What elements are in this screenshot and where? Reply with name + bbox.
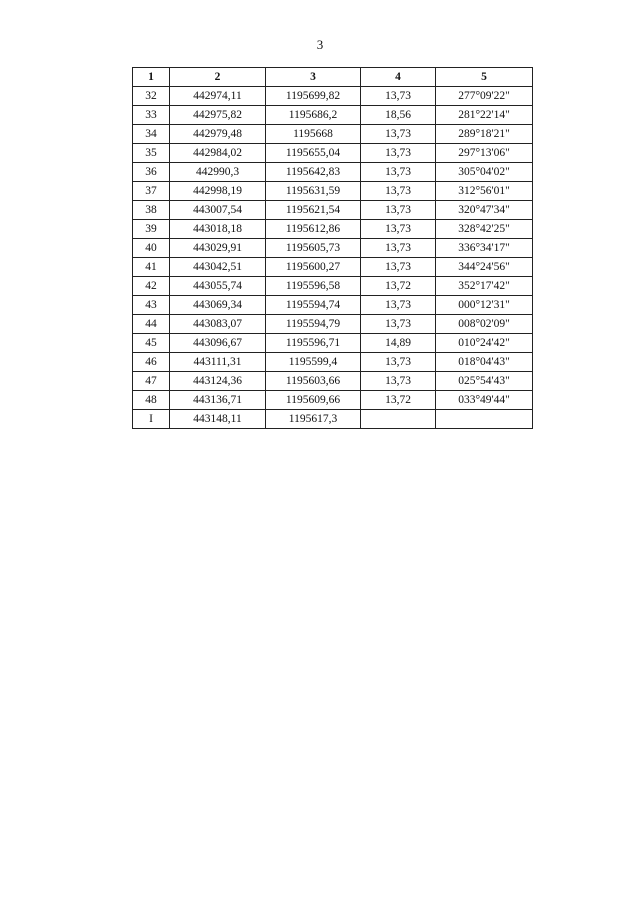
x-coordinate-cell: 443124,36 (170, 372, 266, 391)
point-number-cell: 40 (133, 239, 170, 258)
table-row (133, 353, 533, 372)
bearing-cell: 328°42'25" (436, 220, 533, 239)
y-coordinate-cell: 1195600,27 (266, 258, 361, 277)
y-coordinate-cell: 1195596,71 (266, 334, 361, 353)
bearing-cell: 281°22'14" (436, 106, 533, 125)
bearing-cell: 010°24'42" (436, 334, 533, 353)
table-row (133, 201, 533, 220)
x-coordinate-cell: 443029,91 (170, 239, 266, 258)
y-coordinate-cell: 1195642,83 (266, 163, 361, 182)
table-row (133, 258, 533, 277)
x-coordinate-cell: 442975,82 (170, 106, 266, 125)
point-number-cell: 35 (133, 144, 170, 163)
column-header: 3 (266, 68, 361, 87)
x-coordinate-cell: 443083,07 (170, 315, 266, 334)
bearing-cell: 018°04'43" (436, 353, 533, 372)
distance-cell (361, 410, 436, 429)
table-row (133, 296, 533, 315)
table-body (133, 87, 533, 429)
distance-cell: 13,73 (361, 315, 436, 334)
point-number-cell: 43 (133, 296, 170, 315)
point-number-cell: 36 (133, 163, 170, 182)
bearing-cell (436, 410, 533, 429)
x-coordinate-cell: 443055,74 (170, 277, 266, 296)
table-row (133, 87, 533, 106)
distance-cell: 13,73 (361, 353, 436, 372)
point-number-cell: 46 (133, 353, 170, 372)
bearing-cell: 297°13'06" (436, 144, 533, 163)
distance-cell: 18,56 (361, 106, 436, 125)
y-coordinate-cell: 1195699,82 (266, 87, 361, 106)
distance-cell: 13,72 (361, 391, 436, 410)
column-header: 4 (361, 68, 436, 87)
x-coordinate-cell: 442984,02 (170, 144, 266, 163)
y-coordinate-cell: 1195594,74 (266, 296, 361, 315)
x-coordinate-cell: 443069,34 (170, 296, 266, 315)
y-coordinate-cell: 1195596,58 (266, 277, 361, 296)
x-coordinate-cell: 443007,54 (170, 201, 266, 220)
point-number-cell: 37 (133, 182, 170, 201)
x-coordinate-cell: 443018,18 (170, 220, 266, 239)
table-row (133, 239, 533, 258)
x-coordinate-cell: 442990,3 (170, 163, 266, 182)
table-row (133, 334, 533, 353)
column-header: 1 (133, 68, 170, 87)
x-coordinate-cell: 443096,67 (170, 334, 266, 353)
distance-cell: 13,73 (361, 296, 436, 315)
table-row (133, 144, 533, 163)
distance-cell: 13,72 (361, 277, 436, 296)
y-coordinate-cell: 1195621,54 (266, 201, 361, 220)
bearing-cell: 025°54'43" (436, 372, 533, 391)
x-coordinate-cell: 443148,11 (170, 410, 266, 429)
column-header: 5 (436, 68, 533, 87)
coordinates-table (132, 67, 533, 429)
distance-cell: 13,73 (361, 258, 436, 277)
distance-cell: 13,73 (361, 182, 436, 201)
y-coordinate-cell: 1195594,79 (266, 315, 361, 334)
bearing-cell: 320°47'34" (436, 201, 533, 220)
point-number-cell: 38 (133, 201, 170, 220)
x-coordinate-cell: 443136,71 (170, 391, 266, 410)
distance-cell: 14,89 (361, 334, 436, 353)
x-coordinate-cell: 442974,11 (170, 87, 266, 106)
bearing-cell: 305°04'02" (436, 163, 533, 182)
y-coordinate-cell: 1195668 (266, 125, 361, 144)
table-row (133, 125, 533, 144)
page-number: 3 (316, 37, 324, 52)
distance-cell: 13,73 (361, 87, 436, 106)
x-coordinate-cell: 443042,51 (170, 258, 266, 277)
y-coordinate-cell: 1195609,66 (266, 391, 361, 410)
table-row (133, 163, 533, 182)
y-coordinate-cell: 1195603,66 (266, 372, 361, 391)
distance-cell: 13,73 (361, 239, 436, 258)
table-row (133, 391, 533, 410)
y-coordinate-cell: 1195612,86 (266, 220, 361, 239)
bearing-cell: 312°56'01" (436, 182, 533, 201)
point-number-cell: 42 (133, 277, 170, 296)
distance-cell: 13,73 (361, 144, 436, 163)
bearing-cell: 008°02'09" (436, 315, 533, 334)
y-coordinate-cell: 1195655,04 (266, 144, 361, 163)
distance-cell: 13,73 (361, 220, 436, 239)
bearing-cell: 277°09'22" (436, 87, 533, 106)
bearing-cell: 352°17'42" (436, 277, 533, 296)
y-coordinate-cell: 1195686,2 (266, 106, 361, 125)
x-coordinate-cell: 442979,48 (170, 125, 266, 144)
point-number-cell: 47 (133, 372, 170, 391)
point-number-cell: 41 (133, 258, 170, 277)
table-header-row (133, 68, 533, 87)
table-row (133, 410, 533, 429)
bearing-cell: 289°18'21" (436, 125, 533, 144)
table-row (133, 277, 533, 296)
x-coordinate-cell: 443111,31 (170, 353, 266, 372)
y-coordinate-cell: 1195617,3 (266, 410, 361, 429)
point-number-cell: 44 (133, 315, 170, 334)
bearing-cell: 336°34'17" (436, 239, 533, 258)
point-number-cell: 39 (133, 220, 170, 239)
distance-cell: 13,73 (361, 163, 436, 182)
point-number-cell: 45 (133, 334, 170, 353)
point-number-cell: 48 (133, 391, 170, 410)
table-row (133, 220, 533, 239)
distance-cell: 13,73 (361, 201, 436, 220)
distance-cell: 13,73 (361, 125, 436, 144)
table-row (133, 182, 533, 201)
y-coordinate-cell: 1195599,4 (266, 353, 361, 372)
y-coordinate-cell: 1195605,73 (266, 239, 361, 258)
column-header: 2 (170, 68, 266, 87)
bearing-cell: 344°24'56" (436, 258, 533, 277)
table-row (133, 372, 533, 391)
point-number-cell: 32 (133, 87, 170, 106)
y-coordinate-cell: 1195631,59 (266, 182, 361, 201)
point-number-cell: 34 (133, 125, 170, 144)
point-number-cell: 33 (133, 106, 170, 125)
bearing-cell: 000°12'31" (436, 296, 533, 315)
distance-cell: 13,73 (361, 372, 436, 391)
table-row (133, 315, 533, 334)
bearing-cell: 033°49'44" (436, 391, 533, 410)
point-number-cell: I (133, 410, 170, 429)
x-coordinate-cell: 442998,19 (170, 182, 266, 201)
table-row (133, 106, 533, 125)
